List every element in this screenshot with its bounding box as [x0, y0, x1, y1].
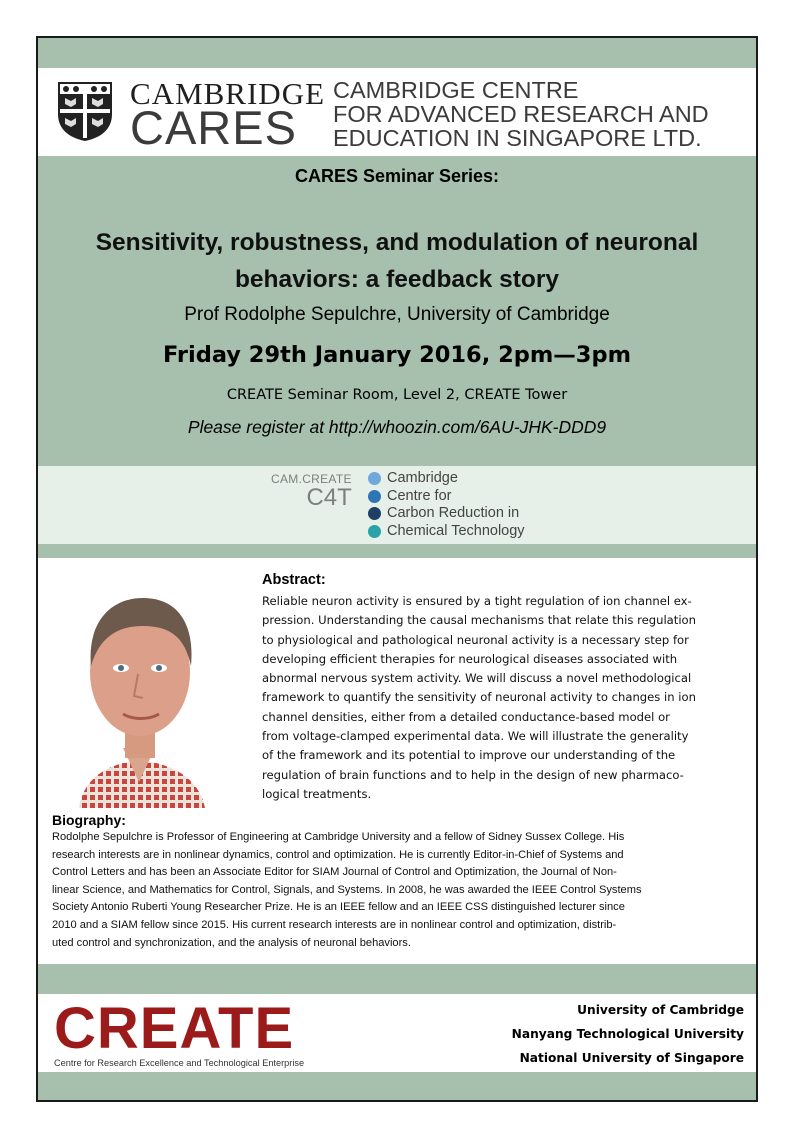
biography-line: Control Letters and has been an Associate Editor for SIAM Journal of Control and Optimization, the Journal of Non- — [52, 866, 617, 879]
speaker-line: Prof Rodolphe Sepulchre, University of Cambridge — [184, 304, 610, 325]
c4t-item-label: Centre for — [387, 487, 452, 504]
biography-line: research interests are in nonlinear dynamics, control and optimization. He is currently Editor-in-Chief of Systems and — [52, 848, 624, 861]
seminar-series-heading: CARES Seminar Series: — [294, 166, 500, 186]
centre-name-line: CAMBRIDGE CENTRE — [333, 77, 579, 103]
centre-name-line: FOR ADVANCED RESEARCH AND — [333, 101, 709, 127]
c4t-brand-line2: C4T — [306, 484, 352, 511]
create-logo-text: CREATE — [54, 996, 295, 1061]
event-venue: CREATE Seminar Room, Level 2, CREATE Tower — [226, 387, 568, 403]
circle-icon — [368, 525, 381, 538]
abstract-line: abnormal nervous system activity. We will discuss a novel methodological — [262, 671, 692, 686]
c4t-item-label: Carbon Reduction in — [387, 505, 520, 521]
biography-line: uted control and synchronization, and the analysis of neuronal behaviors. — [52, 936, 411, 949]
c4t-brand-line1: CAM.CREATE — [271, 472, 352, 486]
c4t-item-label: Chemical Technology — [387, 522, 525, 539]
logo-cares-text: CARES — [130, 101, 297, 154]
biography-line: 2010 and a SIAM fellow since 2015. His current research interests are in nonlinear control and optimization, distrib- — [52, 918, 617, 931]
biography-line: Rodolphe Sepulchre is Professor of Engineering at Cambridge University and a fellow of Sidney Sussex College. His — [52, 831, 625, 843]
poster-frame — [36, 36, 758, 1102]
biography-text — [52, 829, 752, 952]
talk-title-line: behaviors: a feedback story — [234, 266, 560, 293]
abstract-line: pression. Understanding the causal mechanisms that relate this regulation — [262, 613, 696, 628]
talk-title — [48, 224, 746, 298]
circle-icon — [368, 507, 381, 520]
abstract-line: channel densities, either from a detailed conductance-based model or — [262, 709, 670, 724]
footer-band — [38, 994, 756, 1072]
logo-cambridge-text: CAMBRIDGE — [130, 76, 326, 111]
event-date: Friday 29th January 2016, 2pm—3pm — [162, 342, 632, 368]
c4t-brand — [271, 472, 352, 509]
abstract-line: regulation of brain functions and to help in the design of new pharmaco- — [262, 767, 684, 782]
speaker-photo — [39, 568, 239, 808]
circle-icon — [368, 490, 381, 503]
cambridge-shield-logo — [56, 80, 114, 142]
abstract-line: logical treatments. — [262, 786, 372, 801]
partner-universities — [512, 998, 744, 1070]
registration-link[interactable]: Please register at http://whoozin.com/6AU-JHK-DDD9 — [187, 417, 607, 437]
content-block — [38, 558, 756, 964]
abstract-line: from voltage-clamped experimental data. We will illustrate the generality — [262, 729, 689, 744]
centre-name — [333, 78, 743, 150]
abstract-heading: Abstract: — [262, 572, 326, 588]
abstract-line: of the framework and its potential to improve our understanding of the — [262, 748, 676, 763]
c4t-item-label: Cambridge — [387, 470, 458, 486]
talk-title-line: Sensitivity, robustness, and modulation of neuronal — [95, 229, 699, 256]
centre-name-line: EDUCATION IN SINGAPORE LTD. — [333, 125, 702, 151]
biography-heading: Biography: — [52, 812, 126, 828]
header-band — [38, 68, 756, 156]
university-name: Nanyang Technological University — [511, 1027, 744, 1041]
university-name: University of Cambridge — [577, 1003, 744, 1017]
abstract-line: Reliable neuron activity is ensured by a tight regulation of ion channel ex- — [262, 594, 692, 608]
abstract-line: developing efficient therapies for neurological diseases associated with — [262, 651, 678, 666]
circle-icon — [368, 472, 381, 485]
create-logo-subtitle: Centre for Research Excellence and Technological Enterprise — [54, 1058, 305, 1068]
biography-line: linear Science, and Mathematics for Control, Signals, and Systems. In 2008, he was awarded the IEEE Control Systems — [52, 883, 642, 896]
abstract-line: framework to quantify the sensitivity of neuronal activity to changes in ion — [262, 690, 696, 705]
biography-line: Society Antonio Ruberti Young Researcher Prize. He is an IEEE fellow and an IEEE CSS distinguished lecturer since — [52, 901, 625, 914]
abstract-line: to physiological and pathological neuronal activity is a necessary step for — [262, 632, 689, 647]
university-name: National University of Singapore — [519, 1051, 744, 1065]
c4t-band — [38, 466, 756, 544]
abstract-text — [262, 592, 748, 804]
